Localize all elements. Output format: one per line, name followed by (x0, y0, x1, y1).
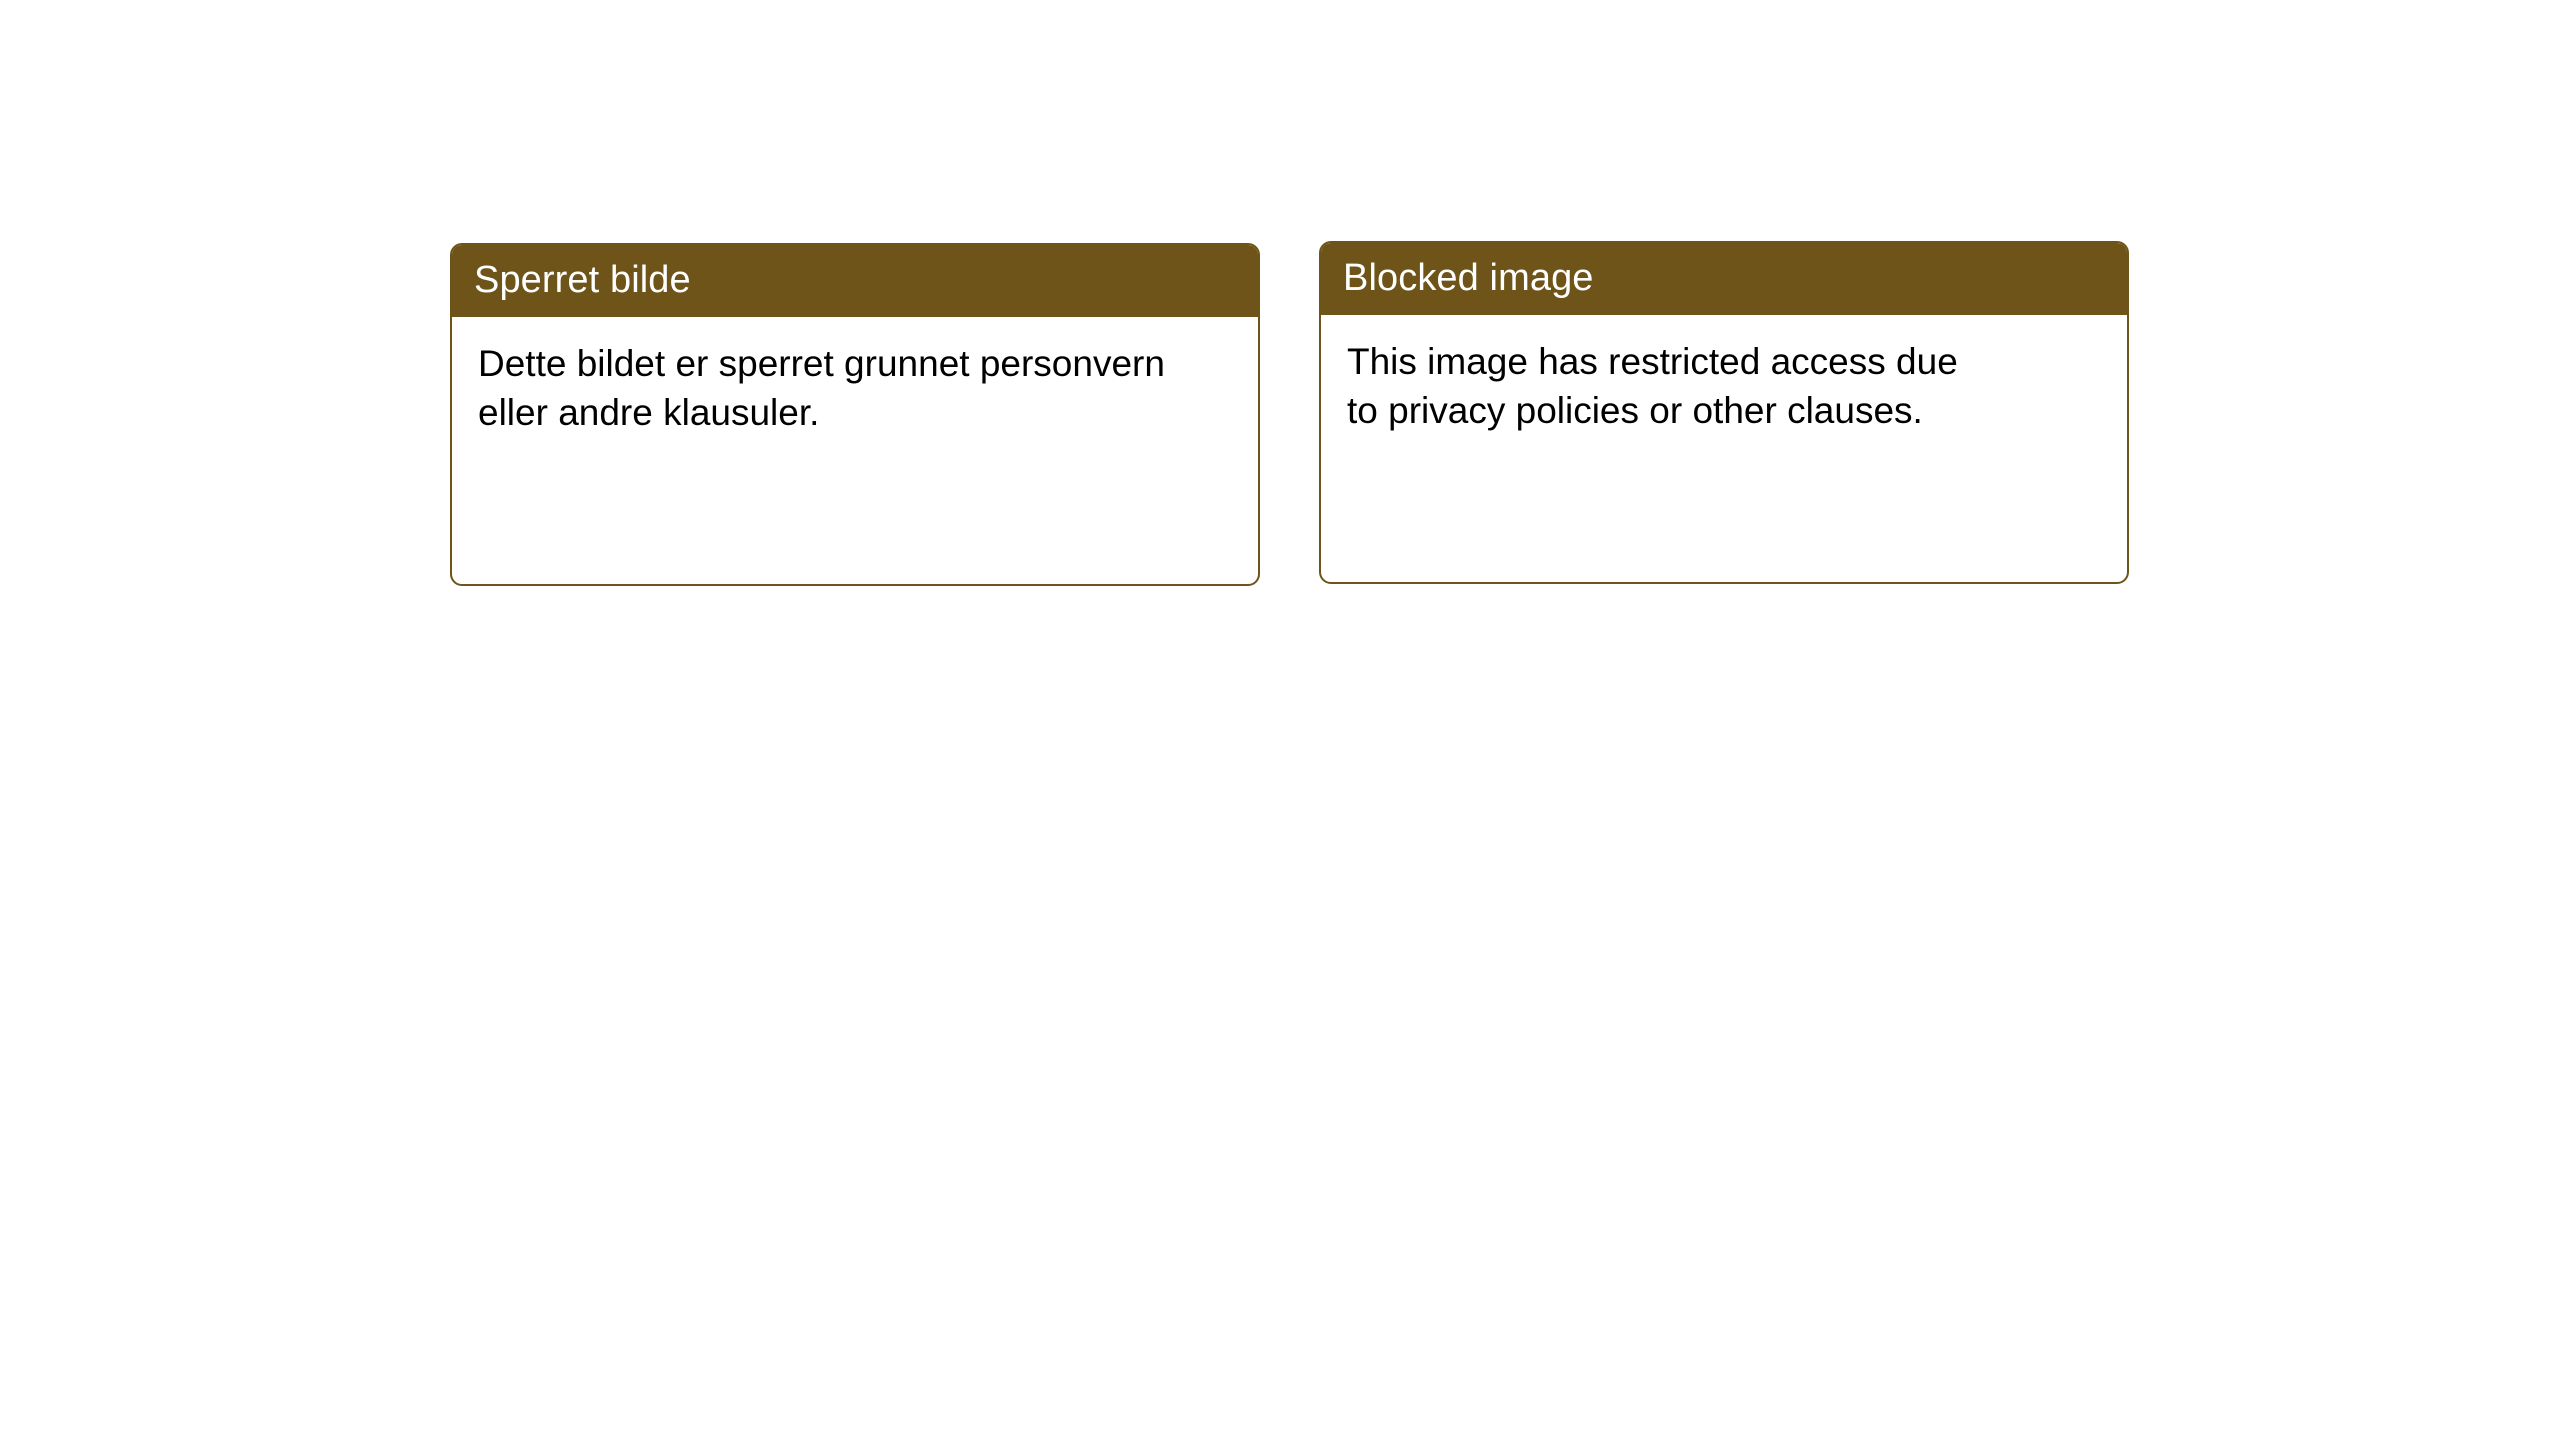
blocked-image-notice-en-message: This image has restricted access due to privacy policies or other clauses. (1347, 341, 1958, 432)
blocked-image-notice-en (1319, 241, 2129, 584)
blocked-image-notice-no (450, 243, 1260, 586)
blocked-image-notice-no-message: Dette bildet er sperret grunnet personvern eller andre klausuler. (478, 343, 1165, 434)
blocked-image-notice-no-title: Sperret bilde (452, 245, 1258, 317)
blocked-image-notice-en-title: Blocked image (1321, 243, 2127, 315)
blocked-image-notice-en-body (1321, 315, 2001, 455)
blocked-image-notice-no-body (452, 317, 1258, 457)
